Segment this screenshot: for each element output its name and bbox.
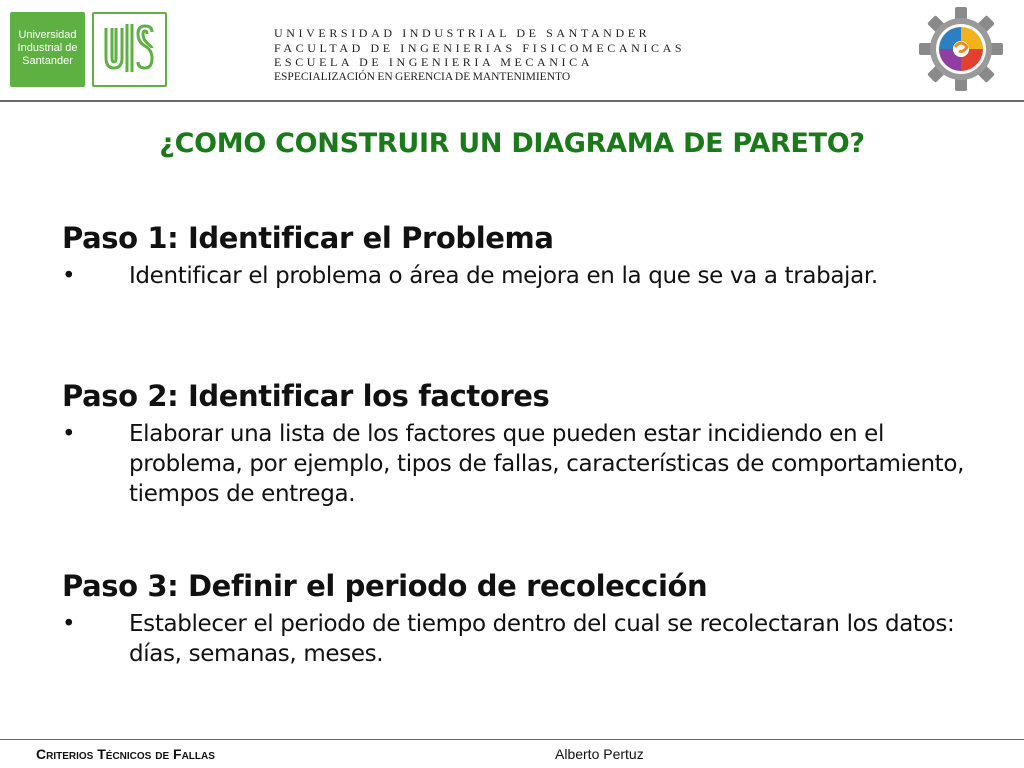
step-2-bullet-text: Elaborar una lista de los factores que pueden estar incidiendo en el problema, por ejemplo, tipos de fallas, características de comportamiento, tiempos de entrega.: [129, 421, 965, 507]
slide-header: [0, 0, 1024, 100]
institution-specialization: ESPECIALIZACIÓN EN GERENCIA DE MANTENIMIENTO: [274, 70, 571, 83]
bullet-icon: •: [62, 421, 76, 447]
footer-course-title: Criterios Técnicos de Fallas: [36, 746, 215, 762]
university-logo: [10, 12, 85, 87]
institution-university: UNIVERSIDAD INDUSTRIAL DE SANTANDER: [274, 26, 651, 40]
university-logo-line-2: Industrial de: [17, 42, 78, 54]
bullet-icon: •: [62, 611, 76, 637]
bullet-icon: •: [62, 263, 76, 289]
step-1: [62, 221, 982, 291]
step-3: [62, 569, 982, 669]
university-logo-line-3: Santander: [22, 55, 73, 67]
uis-monogram-icon: [92, 12, 167, 87]
step-2: [62, 379, 982, 509]
step-2-heading: Paso 2: Identificar los factores: [62, 379, 550, 413]
uis-monogram-svg: [94, 14, 165, 85]
footer-divider: [0, 739, 1024, 740]
step-2-bullet: [62, 419, 982, 509]
step-3-bullet: [62, 609, 982, 669]
step-3-heading: Paso 3: Definir el periodo de recolección: [62, 569, 708, 603]
step-3-bullet-text: Establecer el periodo de tiempo dentro del cual se recolectaran los datos: días, semanas, meses.: [129, 611, 955, 667]
gear-swirl-logo-icon: [918, 6, 1004, 92]
institution-block: [274, 26, 685, 84]
step-1-heading: Paso 1: Identificar el Problema: [62, 221, 554, 255]
gear-swirl-svg: [918, 6, 1004, 92]
institution-faculty: FACULTAD DE INGENIERIAS FISICOMECANICAS: [274, 40, 686, 55]
step-1-bullet: [62, 261, 982, 291]
footer-author: Alberto Pertuz: [555, 746, 644, 762]
institution-school: ESCUELA DE INGENIERIA MECANICA: [274, 55, 593, 69]
step-1-bullet-text: Identificar el problema o área de mejora en la que se va a trabajar.: [129, 263, 878, 289]
header-divider: [0, 100, 1024, 102]
university-logo-line-1: Universidad: [18, 29, 77, 41]
slide-title: ¿COMO CONSTRUIR UN DIAGRAMA DE PARETO?: [159, 128, 865, 159]
